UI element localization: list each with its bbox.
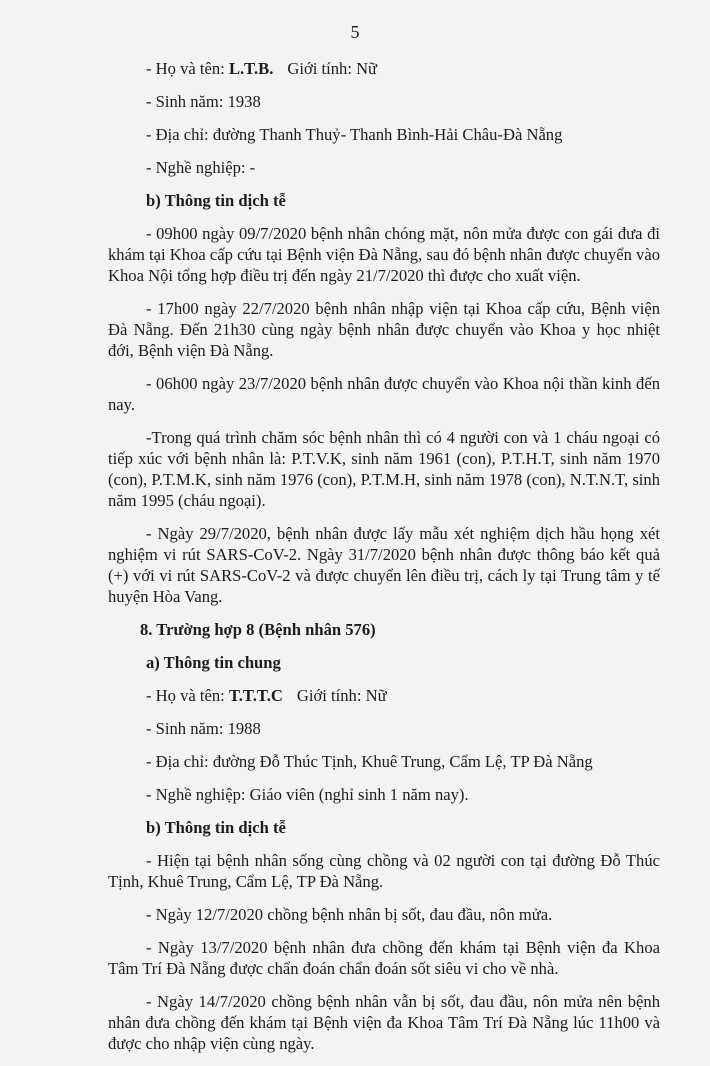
name-label: - Họ và tên: (146, 59, 229, 78)
patient-address: - Địa chỉ: đường Thanh Thuỷ- Thanh Bình-Hải Châu-Đà Nẵng (146, 125, 563, 144)
epi-paragraph: -Trong quá trình chăm sóc bệnh nhân thì có 4 người con và 1 cháu ngoại có tiếp xúc với bệnh nhân là: P.T.V.K, sinh năm 1961 (con), P.T.H.T, sinh năm 1970 (con), P.T.M.K, sinh năm 1976 (con), P.T.M.H, sinh năm 1978 (con), N.T.N.T, sinh năm 1995 (cháu ngoại). (108, 428, 660, 510)
case-8-gender: Giới tính: Nữ (296, 686, 387, 705)
case-8-name-line (108, 685, 660, 706)
document-body (108, 58, 660, 1066)
epi-paragraph: - 09h00 ngày 09/7/2020 bệnh nhân chóng mặt, nôn mửa được con gái đưa đi khám tại Khoa cấp cứu tại Bệnh viện Đà Nẵng, sau đó bệnh nhân được chuyển vào Khoa Nội tổng hợp điều trị đến ngày 21/7/2020 thì được cho xuất viện. (108, 224, 660, 285)
case-8-heading: 8. Trường hợp 8 (Bệnh nhân 576) (140, 620, 376, 639)
patient-name-line (108, 58, 660, 79)
epi-paragraph: - Ngày 29/7/2020, bệnh nhân được lấy mẫu xét nghiệm dịch hầu họng xét nghiệm vi rút SARS-CoV-2. Ngày 31/7/2020 bệnh nhân được thông báo kết quả (+) với vi rút SARS-CoV-2 và được chuyển lên điều trị, cách ly tại Trung tâm y tế huyện Hòa Vang. (108, 524, 660, 606)
case-8-occupation: - Nghề nghiệp: Giáo viên (nghỉ sinh 1 năm nay). (146, 785, 469, 804)
case-8-name: T.T.T.C (228, 686, 283, 705)
page-number: 5 (350, 22, 360, 42)
case-8-address: - Địa chỉ: đường Đỗ Thúc Tịnh, Khuê Trung, Cẩm Lệ, TP Đà Nẵng (146, 752, 593, 771)
case-8-epi-paragraph: - Ngày 12/7/2020 chồng bệnh nhân bị sốt, đau đầu, nôn mửa. (146, 905, 553, 924)
patient-gender: Giới tính: Nữ (287, 59, 378, 78)
patient-occupation: - Nghề nghiệp: - (146, 158, 256, 177)
epidemiology-heading: b) Thông tin dịch tễ (146, 191, 286, 210)
case-8-epi-paragraph: - Ngày 13/7/2020 bệnh nhân đưa chồng đến khám tại Bệnh viện đa Khoa Tâm Trí Đà Nẵng được chẩn đoán chẩn đoán sốt siêu vi cho về nhà. (108, 938, 660, 978)
case-8-epidemiology-heading: b) Thông tin dịch tễ (146, 818, 286, 837)
epi-paragraph: - 17h00 ngày 22/7/2020 bệnh nhân nhập viện tại Khoa cấp cứu, Bệnh viện Đà Nẵng. Đến 21h30 cùng ngày bệnh nhân được chuyển vào Khoa y học nhiệt đới, Bệnh viện Đà Nẵng. (108, 299, 660, 360)
name-label: - Họ và tên: (146, 686, 229, 705)
patient-name: L.T.B. (228, 59, 274, 78)
epi-paragraph: - 06h00 ngày 23/7/2020 bệnh nhân được chuyển vào Khoa nội thần kinh đến nay. (108, 374, 660, 414)
case-8-birth-year: - Sinh năm: 1988 (146, 719, 261, 738)
patient-birth-year: - Sinh năm: 1938 (146, 92, 261, 111)
general-info-heading: a) Thông tin chung (146, 653, 281, 672)
case-8-epi-paragraph: - Hiện tại bệnh nhân sống cùng chồng và 02 người con tại đường Đỗ Thúc Tịnh, Khuê Trung, Cẩm Lệ, TP Đà Nẵng. (108, 851, 660, 891)
case-8-epi-paragraph: - Ngày 14/7/2020 chồng bệnh nhân vẫn bị sốt, đau đầu, nôn mửa nên bệnh nhân đưa chồng đến khám tại Bệnh viện đa Khoa Tâm Trí Đà Nẵng lúc 11h00 và được cho nhập viện cùng ngày. (108, 992, 660, 1053)
